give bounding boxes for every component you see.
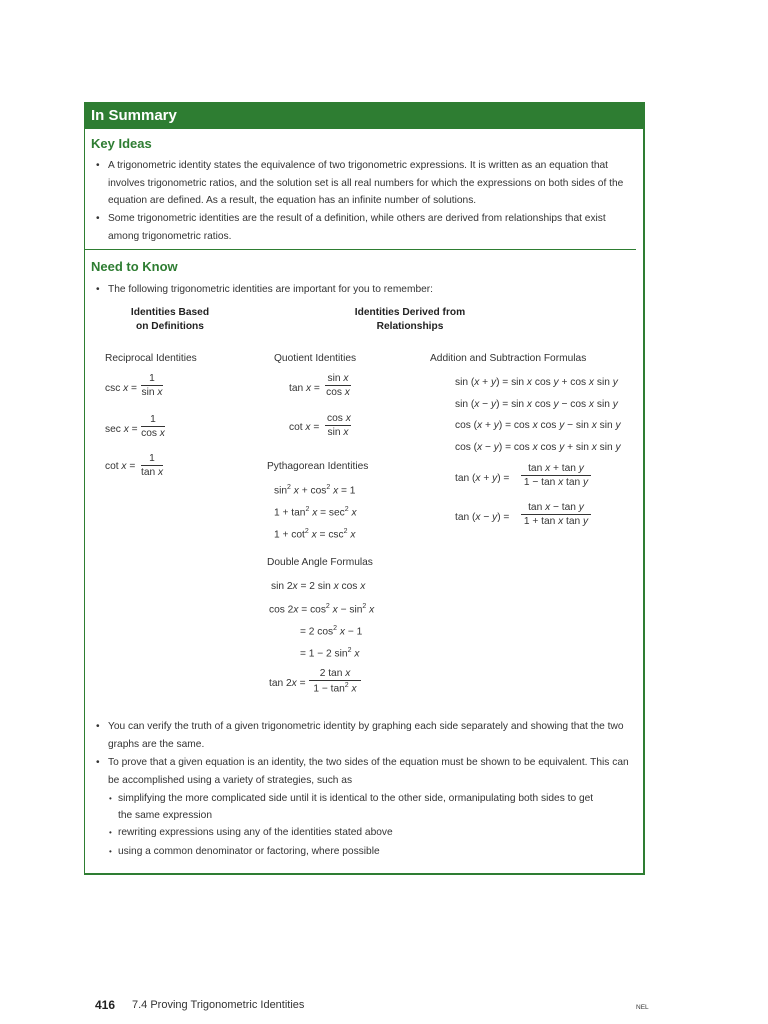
key-idea-bullet: • Some trigonometric identities are the result of a definition, while others are derived from relationships that exist among trigonometric ratios. <box>108 210 638 245</box>
banner-title: In Summary <box>85 103 643 129</box>
cos-diff: cos (x − y) = cos x cos y + sin x sin y <box>455 442 621 453</box>
pythagorean-2: $1 + \tan^2 x = \sec^2 x$ <box>274 506 357 519</box>
tan-double-fraction: $\frac{\text{2 tan x}}{1 - \tan^2 x}$ <box>309 668 361 694</box>
cos-double-2: = 2 $\cos^2 x - 1$ <box>300 625 363 638</box>
publisher-mark: NEL <box>636 1004 649 1011</box>
pythagorean-label: Pythagorean Identities <box>267 461 369 472</box>
addition-label: Addition and Subtraction Formulas <box>430 353 587 364</box>
key-idea-bullet: • A trigonometric identity states the equivalence of two trigonometric expressions. It is written as an equation that involves trigonometric ratios, and the solution set is all real numbers for which the expressions on both sides of the equation are defined. As a result, the equation has an infinite number of solutions. <box>108 157 638 210</box>
page-number: 416 <box>95 998 116 1012</box>
quotient-label: Quotient Identities <box>274 353 357 364</box>
pythagorean-3: $1 + \cot^2 x = \csc^2 x$ <box>274 528 356 541</box>
cot-fraction: $\frac{1}{\text{tan x}}$ <box>141 453 164 478</box>
pythagorean-1: $\sin^2 x + \cos^2 x = 1$ <box>274 484 356 497</box>
tan-quotient: tan x = <box>289 383 320 394</box>
csc-identity: csc x = <box>105 383 137 394</box>
strategy-sub-bullet: • rewriting expressions using any of the identities stated above <box>118 824 638 841</box>
tan-sum-fraction: $\frac{\text{tan x + tan y}}{\text{1 − tan x tan y}}$ <box>521 463 591 488</box>
section-divider <box>85 249 636 250</box>
double-angle-label: Double Angle Formulas <box>267 557 373 568</box>
cot-quotient-fraction: $\frac{\text{cos x}}{\text{sin x}}$ <box>327 413 351 438</box>
cos-double-3: = 1 − 2 $\sin^2 x$ <box>300 647 360 660</box>
cos-double-1: $\cos 2x = \cos^2 x - \sin^2 x$ <box>269 603 375 616</box>
cot-identity: cot x = <box>105 461 136 472</box>
need-intro-bullet: • The following trigonometric identities are important for you to remember: <box>108 281 638 299</box>
col-head-definitions: Identities Based on Definitions <box>130 307 210 332</box>
section-title: 7.4 Proving Trigonometric Identities <box>132 999 305 1011</box>
reciprocal-label: Reciprocal Identities <box>105 353 197 364</box>
strategy-sub-bullet: • simplifying the more complicated side until it is identical to the other side, ormanipulating both sides to get the same expression <box>118 790 638 824</box>
cos-sum: cos (x + y) = cos x cos y − sin x sin y <box>455 420 621 431</box>
csc-fraction: $\frac{1}{\text{sin x}}$ <box>141 373 163 398</box>
sin-sum: sin (x + y) = sin x cos y + cos x sin y <box>455 377 618 388</box>
cot-quotient: cot x = <box>289 422 320 433</box>
tan-diff: tan (x − y) = <box>455 512 510 523</box>
sin-double: sin 2x = 2 sin x cos x <box>271 581 366 592</box>
strategy-sub-bullet: • using a common denominator or factoring, where possible <box>118 843 638 860</box>
tan-double: tan 2x = <box>269 678 306 689</box>
tan-sum: tan (x + y) = <box>455 473 510 484</box>
need-to-know-heading: Need to Know <box>91 259 178 274</box>
need-bullet: • You can verify the truth of a given trigonometric identity by graphing each side separately and showing that the two graphs are the same. <box>108 718 638 753</box>
tan-diff-fraction: $\frac{\text{tan x − tan y}}{\text{1 + tan x tan y}}$ <box>521 502 591 527</box>
sec-identity: sec x = <box>105 424 138 435</box>
need-bullet: • To prove that a given equation is an identity, the two sides of the equation must be shown to be equivalent. This can be accomplished using a variety of strategies, such as <box>108 754 638 789</box>
in-summary-box <box>84 102 645 875</box>
sec-fraction: $\frac{1}{\text{cos x}}$ <box>141 414 165 439</box>
col-head-relationships: Identities Derived from Relationships <box>354 307 466 332</box>
key-ideas-heading: Key Ideas <box>91 136 152 151</box>
sin-diff: sin (x − y) = sin x cos y − cos x sin y <box>455 399 618 410</box>
tan-fraction: $\frac{\text{sin x}}{\text{cos x}}$ <box>326 373 350 398</box>
